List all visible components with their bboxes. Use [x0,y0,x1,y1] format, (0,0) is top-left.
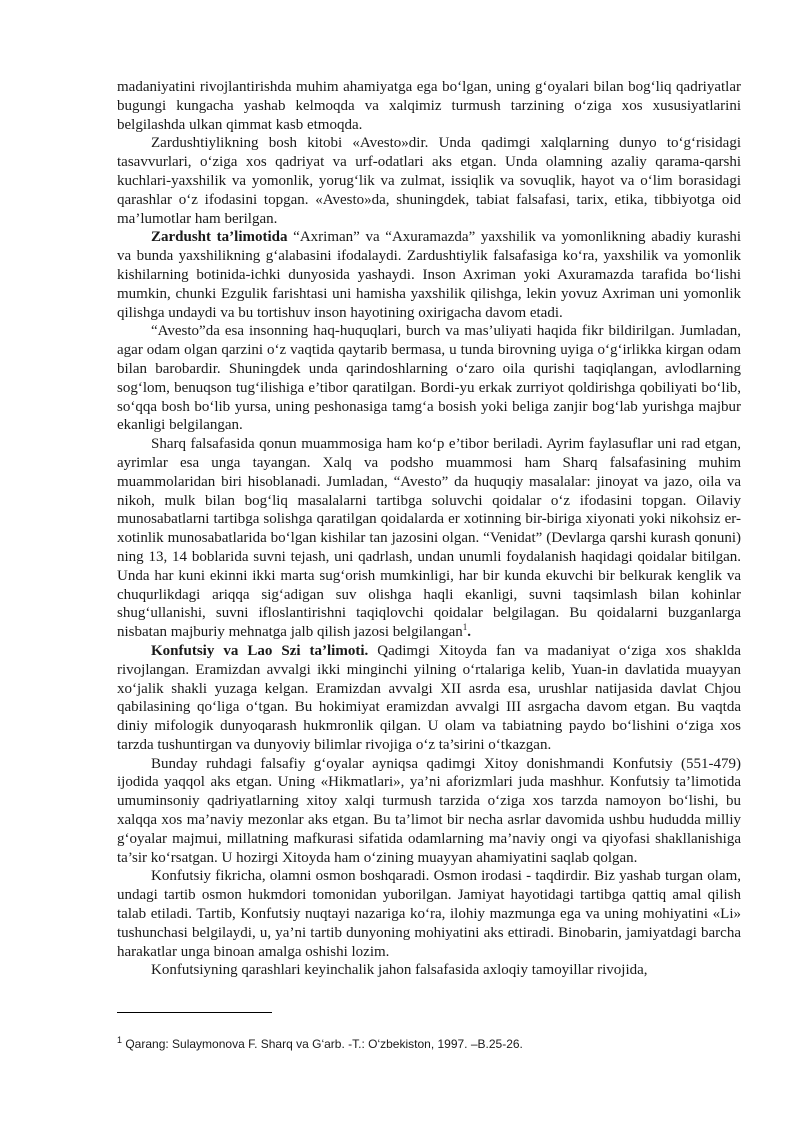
paragraph-text: Bunday ruhdagi falsafiy g‘oyalar ayniqsa qadimgi Xitoy donishmandi Konfutsiy (551-479) ijodida yaqqol aks etgan. Uning «Hikmatlari», ya’ni aforizmlari juda mashhur. Konfutsiy ta’limotida umuminsoniy qadriyatlarning xitoy xalqi turmush tarzida o‘ziga xos tarzda namoyon bo‘lishi, bu xalqqa xos ma’naviy mezonlar aks etgan. Bu ta’limot bir necha asrlar davomida ushbu hududda milliy g‘oyalar majmui, millatning mafkurasi sifatida odamlarning ma’naviy ongi va qiyofasi shakllanishiga ta’sir ko‘rsatgan. U hozirgi Xitoyda ham o‘zining muayyan ahamiyatini saqlab qolgan. [117,755,741,866]
paragraph-3 [117,228,741,322]
paragraph-tail: . [467,624,471,641]
paragraph-5 [117,435,741,642]
document-body [117,78,741,980]
paragraph-text: “Axriman” va “Axuramazda” yaxshilik va yomonlikning abadiy kurashi va bunda yaxshilikning g‘alabasini ifodalaydi. Zardushtiylik falsafasiga ko‘ra, yaxshilik va yomonlik kishilarning botinida-ichki dunyosida yashaydi. Inson Axriman yoki Axuramazda tarafida bo‘lishi mumkin, chunki Ezgulik farishtasi uni hamisha yaxshilik qilishga, lekin yovuz Axriman uni yomonlik qilishga undaydi va bu tortishuv inson hayotining oxirigacha davom etadi. [117,229,741,321]
section-heading-zardusht: Zardusht ta’limotida [151,229,288,246]
section-heading-konfutsiy: Konfutsiy va Lao Szi ta’limoti. [151,642,369,659]
paragraph-7 [117,755,741,868]
footnote-separator [117,1012,272,1013]
footnote-marker: 1 [117,1035,123,1045]
paragraph-text: Konfutsiy fikricha, olamni osmon boshqaradi. Osmon irodasi - taqdirdir. Biz yashab turgan olam, undagi tartib osmon hukmdori tomonidan yuborilgan. Jamiyat hayotidagi tartibga qattiq amal qilish talab etiladi. Tartib, Konfutsiy nuqtayi nazariga ko‘ra, ilohiy mazmunga ega va uning mohiyatini «Li» tushunchasi belgilaydi, u, ya’ni tartib dunyoning mohiyatini aks ettiradi. Binobarin, jamiyatdagi barcha harakatlar unga binoan amalga oshishi lozim. [117,868,741,960]
paragraph-9 [117,961,741,980]
paragraph-text: Zardushtiylikning bosh kitobi «Avesto»dir. Unda qadimgi xalqlarning dunyo to‘g‘risidagi tasavvurlari, o‘ziga xos qadriyat va urf-odatlari aks etgan. Unda olamning azaliy qarama-qarshi kuchlari-yaxshilik va yomonlik, yorug‘lik va zulmat, issiqlik va sovuqlik, hayot va o‘lim borasidagi qarashlar o‘z ifodasini topgan. «Avesto»da, shuningdek, tabiat falsafasi, tarix, etika, tibbiyotga oid ma’lumotlar ham berilgan. [117,135,741,227]
paragraph-text: Qadimgi Xitoyda fan va madaniyat o‘ziga xos shaklda rivojlangan. Eramizdan avvalgi ikki minginchi yilning o‘rtalariga kelib, Yuan-in davlatida muayyan xo‘jalik shakli yuzaga kelgan. Eramizdan avvalgi XII asrda esa, urushlar natijasida davlat Chjou qabilasining qo‘liga o‘tgan. Bu hokimiyat eramizdan avvalgi III asrgacha davom etgan. Bu vaqtda diniy mifologik dunyoqarash hukmronlik qilgan. U olam va tabiatning paydo bo‘lishini o‘ziga xos tarzda tushuntirgan va dunyoviy bilimlar rivojiga o‘z ta’sirini o‘tkazgan. [117,642,741,753]
paragraph-8 [117,867,741,961]
footnote [117,1037,741,1051]
paragraph-4 [117,322,741,435]
paragraph-text: Sharq falsafasida qonun muammosiga ham ko‘p e’tibor beriladi. Ayrim faylasuflar uni rad etgan, ayrimlar esa unga tayangan. Xalq va podsho muammosi ham Sharq falsafasining muhim muammolaridan biri hisoblanadi. Jumladan, “Avesto” da huquqiy masalalar: jinoyat va jazo, oila va nikoh, mulk bilan bog‘liq masalalarni tartibga soluvchi qoidalar o‘z ifodasini topgan. Oilaviy munosabatlarni tartibga solishga qaratilgan qoidalarda er xotinning bir-biriga xiyonati yoki nikohsiz er-xotinlik munosabatlarida bo‘lgan kishilar tan jazosini olgan. “Venidat” (Devlarga qarshi kurash qonuni) ning 13, 14 boblarida suvni tejash, uni qadrlash, undan unumli foydalanish haqidagi qoidalar bitilgan. Unda har kuni ekinni ikki marta sug‘orish mumkinligi, har bir kunda ekuvchi bir belkurak kenglik va chuqurlikdagi ariqqa sig‘adigan suv olishga haqli ekanligi, suvni taqsimlash bilan kohinlar shug‘ullanishi, suvni ifloslantirishni taqiqlovchi qoidalar belgilagan. Bu qoidalarni buzganlarga nisbatan majburiy mehnatga jalb qilish jazosi belgilangan [117,436,741,641]
paragraph-1 [117,78,741,134]
footnote-text: Qarang: Sulaymonova F. Sharq va G‘arb. -T.: O‘zbekiston, 1997. –B.25-26. [122,1037,523,1051]
paragraph-text: “Avesto”da esa insonning haq-huquqlari, burch va mas’uliyati haqida fikr bildirilgan. Jumladan, agar odam olgan qarzini o‘z vaqtida qaytarib bermasa, u tunda birovning uyiga o‘g‘irlikka kirgan odam bilan barobardir. Shuningdek unda qarindoshlarning o‘zaro oila qurishi taqiqlangan, avlodlarning sog‘lom, benuqson tug‘ilishiga e’tibor qaratilgan. Bordi-yu erkak zurriyot qoldirishga qobiliyati bo‘lib, so‘qqa bosh bo‘lib yursa, uning peshonasiga tamg‘a bosish yoki beliga zanjir bog‘lab yurishga majbur ekanligi belgilangan. [117,323,741,434]
footnote-reference[interactable]: 1 [462,622,468,633]
paragraph-6 [117,642,741,755]
paragraph-text: madaniyatini rivojlantirishda muhim ahamiyatga ega bo‘lgan, uning g‘oyalari bilan bog‘liq qadriyatlar bugungi kungacha yashab kelmoqda va xalqimiz turmush tarzining o‘ziga xos xususiyatlarini belgilashda ulkan qimmat kasb etmoqda. [117,79,741,133]
paragraph-2 [117,134,741,228]
paragraph-text: Konfutsiyning qarashlari keyinchalik jahon falsafasida axloqiy tamoyillar rivojida, [151,962,648,979]
